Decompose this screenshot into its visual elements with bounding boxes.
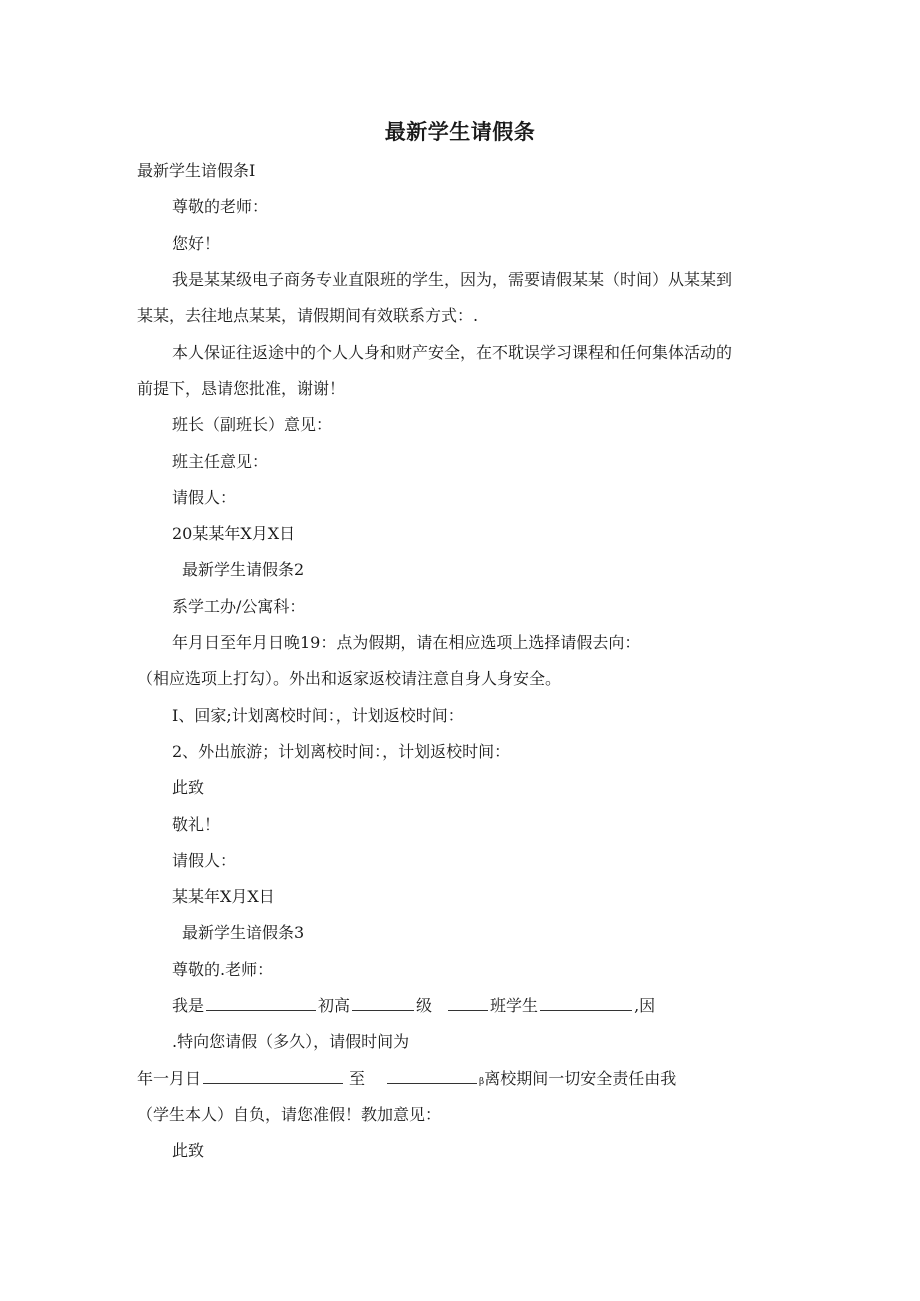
letter3-line1-text-d: 班学生 <box>490 996 539 1015</box>
blank-name-field[interactable] <box>206 995 316 1011</box>
letter3-line1-text-c: 级 <box>416 996 433 1015</box>
letter2-closing1: 此致 <box>172 778 205 797</box>
letter1-heading: 最新学生谙假条I <box>137 161 256 180</box>
letter1-body1-line1: 我是某某级电子商务专业直限班的学生，因为，需要请假某某（时间）从某某到 <box>172 270 733 289</box>
letter3-line3-text-d: 离校期间一切安全责任由我 <box>484 1069 677 1088</box>
letter2-heading: 最新学生请假条2 <box>182 560 305 579</box>
letter1-greeting: 您好！ <box>172 234 221 253</box>
letter2-applicant: 请假人： <box>172 851 237 870</box>
letter1-monitor-opinion: 班长（副班长）意见： <box>172 415 333 434</box>
blank-class-field[interactable] <box>448 995 488 1011</box>
letter3-heading: 最新学生谙假条3 <box>182 923 305 942</box>
blank-grade-field[interactable] <box>352 995 414 1011</box>
letter1-teacher-opinion: 班主任意见： <box>172 452 269 471</box>
letter3-line1-text-a: 我是 <box>172 996 205 1015</box>
letter3-line1 <box>172 995 655 1017</box>
letter3-line1-text-e: ,因 <box>634 996 656 1015</box>
letter1-salutation: 尊敬的老师： <box>172 197 269 216</box>
letter3-line2: .特向您请假（多久），请假时间为 <box>172 1032 410 1051</box>
letter3-closing: 此致 <box>172 1141 205 1160</box>
letter3-line3-text-c: β <box>479 1077 485 1087</box>
page-title: 最新学生请假条 <box>384 120 536 144</box>
letter2-date: 某某年X月X日 <box>172 887 275 906</box>
letter2-closing2: 敬礼！ <box>172 815 221 834</box>
letter1-body2-line1: 本人保证往返途中的个人人身和财产安全，在不耽误学习课程和任何集体活动的 <box>172 343 733 362</box>
letter1-body1-line2: 某某，去往地点某某，请假期间有效联系方式：. <box>137 306 479 325</box>
letter2-option-home: I、回家;计划离校时间：，计划返校时间： <box>172 706 464 725</box>
letter2-body-line1: 年月日至年月日晚19：点为假期，请在相应选项上选择请假去向： <box>172 633 641 652</box>
letter3-line3-text-b: 至 <box>349 1069 366 1088</box>
letter3-line3 <box>137 1068 676 1093</box>
blank-end-date-field[interactable] <box>387 1068 477 1084</box>
letter3-line4: （学生本人）自负，请您准假！教加意见： <box>137 1105 442 1124</box>
letter2-body-line2: （相应选项上打勾）。外出和返家返校请注意自身人身安全。 <box>137 669 562 688</box>
letter1-body2-line2: 前提下，恳请您批准，谢谢！ <box>137 379 346 398</box>
letter3-line1-text-b: 初高 <box>318 996 351 1015</box>
letter3-salutation: 尊敬的.老师： <box>172 960 274 979</box>
blank-start-date-field[interactable] <box>203 1068 343 1084</box>
letter1-date: 20某某年X月X日 <box>172 524 296 543</box>
letter2-recipient: 系学工办/公寓科： <box>172 597 306 616</box>
blank-student-field[interactable] <box>540 995 632 1011</box>
letter2-option-travel: 2、外出旅游；计划离校时间：，计划返校时间： <box>172 742 511 761</box>
letter3-line3-text-a: 年一月日 <box>137 1069 202 1088</box>
letter1-applicant: 请假人： <box>172 488 237 507</box>
